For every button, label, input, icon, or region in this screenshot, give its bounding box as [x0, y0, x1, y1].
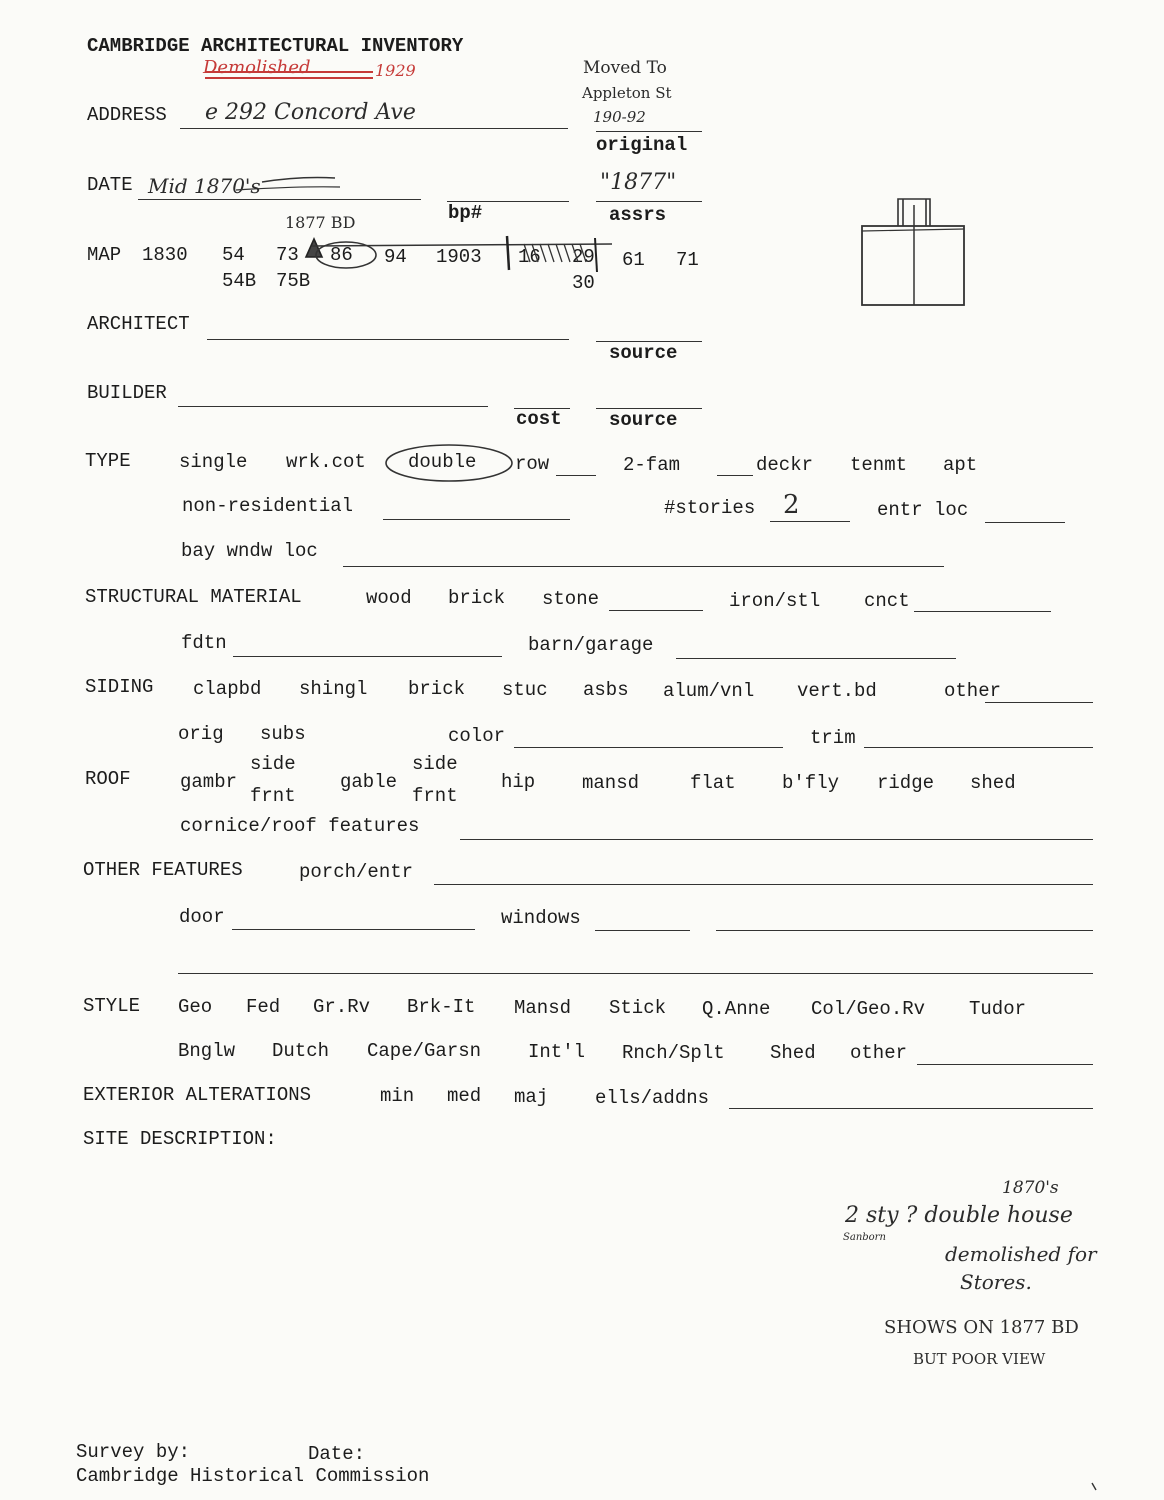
- corner-mark: [1092, 1483, 1096, 1490]
- roof-flat: flat: [690, 772, 736, 794]
- survey-date-label: Date:: [308, 1443, 366, 1465]
- sketch-top-line: [862, 229, 964, 231]
- style-intl: Int'l: [528, 1041, 586, 1063]
- sketch-box: [862, 226, 964, 305]
- cornice-label: cornice/roof features: [180, 815, 420, 837]
- map-year-71: 71: [676, 249, 699, 271]
- commission-name: Cambridge Historical Commission: [76, 1465, 430, 1487]
- roof-gable-side: side: [412, 753, 458, 775]
- form-title: CAMBRIDGE ARCHITECTURAL INVENTORY: [87, 35, 464, 57]
- map-label: MAP: [87, 244, 122, 266]
- ext-alt-min: min: [380, 1085, 415, 1107]
- ext-alt-label: EXTERIOR ALTERATIONS: [83, 1084, 312, 1106]
- address-label: ADDRESS: [87, 104, 167, 126]
- type-tenmt: tenmt: [850, 454, 908, 476]
- type-double: double: [408, 451, 477, 473]
- date-value: Mid 1870's: [148, 174, 261, 198]
- style-col-geo-rv: Col/Geo.Rv: [811, 998, 926, 1020]
- door-label: door: [179, 906, 225, 928]
- date-label: DATE: [87, 174, 133, 196]
- map-scribble: [524, 244, 586, 262]
- style-other: other: [850, 1042, 908, 1064]
- stories-value: 2: [783, 490, 800, 520]
- map-year-73: 73: [276, 244, 299, 266]
- style-label: STYLE: [83, 995, 141, 1017]
- barn-label: barn/garage: [528, 634, 654, 656]
- siding-label: SIDING: [85, 676, 154, 698]
- siding-alum: alum/vnl: [663, 680, 755, 702]
- siding-other: other: [944, 680, 1002, 702]
- assrs-label: assrs: [609, 204, 667, 226]
- map-year-1903: 1903: [436, 246, 482, 268]
- map-year-16: 16: [518, 246, 541, 268]
- moved-note-line2: Appleton St: [582, 84, 672, 102]
- ext-alt-ells: ells/addns: [595, 1087, 710, 1109]
- style-fed: Fed: [246, 996, 281, 1018]
- roof-hip: hip: [501, 771, 536, 793]
- demolished-note: Demolished: [203, 57, 311, 78]
- stories-label: #stories: [664, 497, 756, 519]
- map-year-86: 86: [330, 244, 353, 266]
- color-label: color: [448, 725, 506, 747]
- map-year-75b: 75B: [276, 270, 311, 292]
- trim-label: trim: [810, 727, 856, 749]
- map-year-54: 54: [222, 244, 245, 266]
- type-double-circle: [386, 445, 512, 481]
- style-bnglw: Bnglw: [178, 1040, 236, 1062]
- roof-mansd: mansd: [582, 772, 640, 794]
- siding-vert: vert.bd: [797, 680, 877, 702]
- roof-gambr-frnt: frnt: [250, 785, 296, 807]
- porch-label: porch/entr: [299, 861, 414, 883]
- style-gr-rv: Gr.Rv: [313, 996, 371, 1018]
- roof-shed: shed: [970, 772, 1016, 794]
- type-row: row: [515, 453, 550, 475]
- note-sanborn: Sanborn: [843, 1232, 886, 1243]
- moved-note-line1: Moved To: [583, 58, 667, 78]
- siding-clapbd: clapbd: [193, 678, 262, 700]
- date-pen-stroke: [262, 178, 335, 183]
- structural-brick: brick: [448, 587, 506, 609]
- map-year-29: 29: [572, 246, 595, 268]
- bay-label: bay wndw loc: [181, 540, 318, 562]
- type-wrk-cot: wrk.cot: [286, 451, 366, 473]
- siding-brick: brick: [408, 678, 466, 700]
- style-q-anne: Q.Anne: [702, 998, 771, 1020]
- siding-stuc: stuc: [502, 679, 548, 701]
- type-deckr: deckr: [756, 454, 814, 476]
- map-note: 1877 BD: [285, 213, 356, 232]
- note-line3: Stores.: [960, 1270, 1032, 1294]
- map-year-94: 94: [384, 246, 407, 268]
- type-single: single: [179, 451, 248, 473]
- roof-gable-frnt: frnt: [412, 785, 458, 807]
- roof-bfly: b'fly: [782, 772, 840, 794]
- builder-label: BUILDER: [87, 382, 167, 404]
- style-stick: Stick: [609, 997, 667, 1019]
- site-description-label: SITE DESCRIPTION:: [83, 1128, 277, 1150]
- map-year-61: 61: [622, 249, 645, 271]
- cost-label: cost: [516, 408, 562, 430]
- map-year-30: 30: [572, 272, 595, 294]
- siding-shingl: shingl: [299, 678, 368, 700]
- builder-source-label: source: [609, 409, 678, 431]
- moved-note-line3: 190-92: [593, 108, 646, 126]
- style-cape: Cape/Garsn: [367, 1040, 482, 1062]
- other-features-label: OTHER FEATURES: [83, 859, 243, 881]
- nonres-label: non-residential: [182, 495, 354, 517]
- style-tudor: Tudor: [969, 998, 1027, 1020]
- structural-iron: iron/stl: [729, 590, 821, 612]
- windows-label: windows: [501, 907, 581, 929]
- map-year-54b: 54B: [222, 270, 257, 292]
- date-pen-stroke-2: [236, 187, 340, 190]
- original-label: original: [596, 134, 688, 156]
- note-line5: BUT POOR VIEW: [913, 1350, 1046, 1368]
- architect-source-label: source: [609, 342, 678, 364]
- subs-label: subs: [260, 723, 306, 745]
- note-line2: demolished for: [945, 1242, 1097, 1266]
- roof-gambr: gambr: [180, 771, 238, 793]
- style-dutch: Dutch: [272, 1040, 330, 1062]
- architect-label: ARCHITECT: [87, 313, 190, 335]
- map-strike-line: [312, 244, 612, 246]
- original-date-value: "1877": [600, 170, 677, 195]
- structural-cnct: cnct: [864, 590, 910, 612]
- bp-label: bp#: [448, 202, 483, 224]
- note-decade: 1870's: [1002, 1178, 1059, 1198]
- style-brk-it: Brk-It: [407, 996, 476, 1018]
- demolished-year: 1929: [375, 61, 416, 80]
- map-bracket: [507, 236, 509, 270]
- siding-asbs: asbs: [583, 679, 629, 701]
- fdtn-label: fdtn: [181, 632, 227, 654]
- structural-wood: wood: [366, 587, 412, 609]
- address-value: e 292 Concord Ave: [205, 100, 416, 125]
- style-shed: Shed: [770, 1042, 816, 1064]
- style-rnch: Rnch/Splt: [622, 1042, 725, 1064]
- roof-label: ROOF: [85, 768, 131, 790]
- ext-alt-med: med: [447, 1085, 482, 1107]
- note-line1: 2 sty ? double house: [845, 1203, 1073, 1228]
- type-label: TYPE: [85, 450, 131, 472]
- roof-gable: gable: [340, 771, 398, 793]
- style-geo: Geo: [178, 996, 213, 1018]
- ext-alt-maj: maj: [514, 1086, 549, 1108]
- roof-ridge: ridge: [877, 772, 935, 794]
- roof-gambr-side: side: [250, 753, 296, 775]
- map-bracket-2: [595, 238, 597, 272]
- style-mansd: Mansd: [514, 997, 572, 1019]
- note-line4: SHOWS ON 1877 BD: [884, 1317, 1079, 1338]
- type-apt: apt: [943, 454, 978, 476]
- survey-by-label: Survey by:: [76, 1441, 191, 1463]
- type-2-fam: 2-fam: [623, 454, 681, 476]
- orig-label: orig: [178, 723, 224, 745]
- entr-loc-label: entr loc: [877, 499, 969, 521]
- structural-label: STRUCTURAL MATERIAL: [85, 586, 302, 608]
- map-year-1830: 1830: [142, 244, 188, 266]
- structural-stone: stone: [542, 588, 600, 610]
